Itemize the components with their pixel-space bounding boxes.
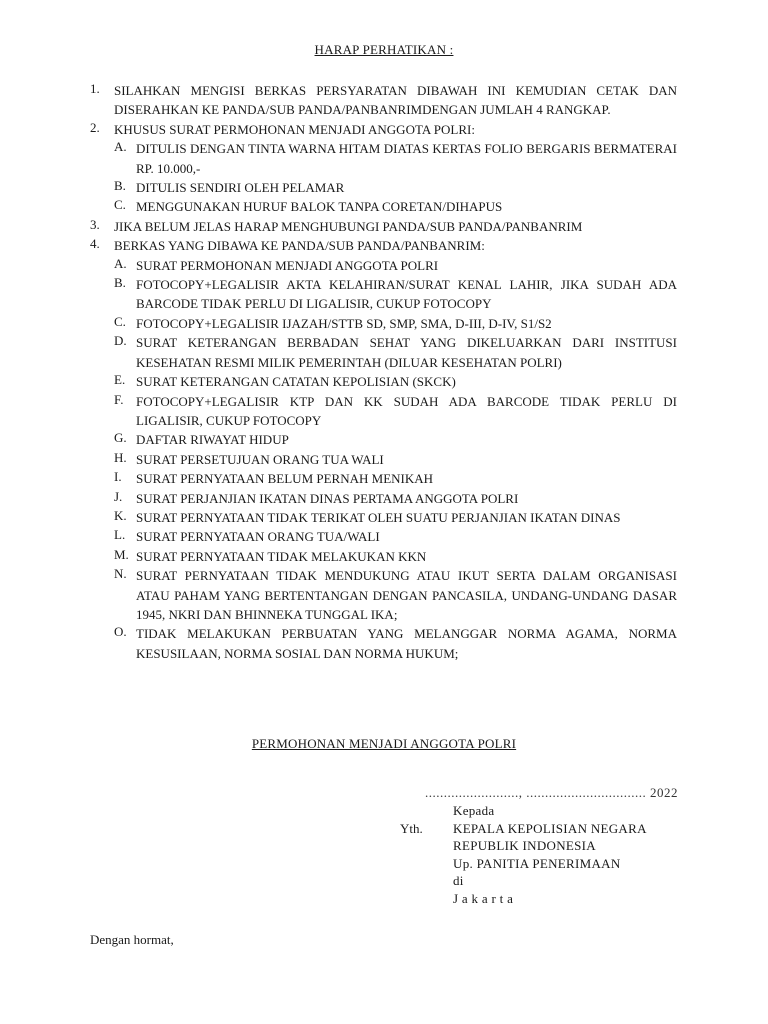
sub-list-letter: C. [114,313,126,329]
sub-list-letter: I. [114,469,122,485]
sub-list-text: DITULIS SENDIRI OLEH PELAMAR [136,180,345,196]
sub-list-item [114,333,677,372]
list-text: BERKAS YANG DIBAWA KE PANDA/SUB PANDA/PANBANRIM: [114,238,485,254]
list-number: 3. [90,216,100,232]
sub-list-item [114,275,677,314]
sub-list-letter: L. [114,527,126,543]
list-text: SILAHKAN MENGISI BERKAS PERSYARATAN DIBAWAH INI KEMUDIAN CETAK DAN DISERAHKAN KE PANDA/SUB PANDA/PANBANRIMDENGAN JUMLAH 4 RANGKAP. [114,83,677,118]
sub-list-letter: N. [114,566,127,582]
sub-list-item [114,508,677,527]
sub-list-letter: K. [114,507,127,523]
recipient-line: REPUBLIK INDONESIA [453,838,596,853]
sub-list-text: DAFTAR RIWAYAT HIDUP [136,432,289,448]
sub-list-text: SURAT PERNYATAAN ORANG TUA/WALI [136,529,380,545]
letter-date-block [406,785,678,801]
recipient-city: J a k a r t a [453,890,514,906]
sub-list-letter: D. [114,333,127,349]
list-text: KHUSUS SURAT PERMOHONAN MENJADI ANGGOTA POLRI: [114,121,475,137]
sub-list-letter: O. [114,624,127,640]
yth-label: Yth. [400,820,423,836]
recipient-line: Up. PANITIA PENERIMAAN [453,855,621,871]
salutation: Dengan hormat, [90,932,174,947]
sub-list-text: SURAT KETERANGAN BERBADAN SEHAT YANG DIKELUARKAN DARI INSTITUSI KESEHATAN RESMI MILIK PEMERINTAH (DILUAR KESEHATAN POLRI) [136,335,677,370]
sub-list-letter: F. [114,391,124,407]
list-item [90,236,677,663]
sub-list-letter: M. [114,546,129,562]
address-label-empty [400,872,453,890]
sub-list-item [114,314,677,333]
recipient-line: KEPALA KEPOLISIAN NEGARA [453,820,647,836]
sub-list-text: MENGGUNAKAN HURUF BALOK TANPA CORETAN/DIHAPUS [136,199,503,215]
list-item [90,81,677,120]
sub-list-item [114,178,677,197]
sub-list-item [114,489,677,508]
address-label-empty [400,890,453,908]
sub-list-letter: E. [114,372,126,388]
recipient-address [400,802,647,907]
sub-list-text: SURAT PERJANJIAN IKATAN DINAS PERTAMA ANGGOTA POLRI [136,490,519,506]
sub-list-item [114,430,677,449]
form-heading: PERMOHONAN MENJADI ANGGOTA POLRI [251,736,517,751]
sub-list-item [114,469,677,488]
sub-list-item [114,256,677,275]
list-item [90,120,677,217]
sub-list-text: SURAT PERNYATAAN TIDAK TERIKAT OLEH SUATU PERJANJIAN IKATAN DINAS [136,509,621,525]
list-number: 4. [90,236,100,252]
list-text: JIKA BELUM JELAS HARAP MENGHUBUNGI PANDA/SUB PANDA/PANBANRIM [114,218,583,234]
sub-list-letter: B. [114,275,126,291]
list-number: 1. [90,81,100,96]
list-item [90,217,677,236]
sub-list-letter: A. [114,255,127,271]
sub-list-item [114,450,677,469]
address-row-yth [400,820,647,838]
sub-list-letter: G. [114,430,127,446]
requirements-list [90,81,677,663]
sub-list-letter: B. [114,178,126,194]
sub-list-item [114,566,677,624]
sub-list-item [114,139,677,178]
address-label-empty [400,802,453,820]
sub-list-text: SURAT PERNYATAAN BELUM PERNAH MENIKAH [136,471,434,487]
address-row [400,890,647,908]
kepada-text: Kepada [453,803,495,818]
sub-list-text: FOTOCOPY+LEGALISIR IJAZAH/STTB SD, SMP, SMA, D-III, D-IV, S1/S2 [136,315,552,331]
sub-list-letter: H. [114,449,127,465]
date-line: ........................., ................................ 2022 [425,785,678,800]
sub-list-text: DITULIS DENGAN TINTA WARNA HITAM DIATAS KERTAS FOLIO BERGARIS BERMATERAI RP. 10.000,- [136,141,677,176]
notice-heading: HARAP PERHATIKAN : [314,42,454,57]
address-row [400,837,647,855]
sub-list-text: FOTOCOPY+LEGALISIR AKTA KELAHIRAN/SURAT KENAL LAHIR, JIKA SUDAH ADA BARCODE TIDAK PERLU DI LIGALISIR, CUKUP FOTOCOPY [136,277,677,312]
address-row [400,872,647,890]
sub-list-text: SURAT PERMOHONAN MENJADI ANGGOTA POLRI [136,257,439,273]
list-number: 2. [90,119,100,135]
sub-list-item [114,197,677,216]
sub-list-item [114,527,677,546]
sub-list-letter: A. [114,139,127,155]
sub-list-text: SURAT PERNYATAAN TIDAK MELAKUKAN KKN [136,548,427,564]
sub-list-item [114,392,677,431]
sub-list-letter: C. [114,197,126,213]
address-row-kepada [400,802,647,820]
recipient-line: di [453,873,464,888]
sub-list-text: TIDAK MELAKUKAN PERBUATAN YANG MELANGGAR NORMA AGAMA, NORMA KESUSILAAN, NORMA SOSIAL DAN NORMA HUKUM; [136,626,677,661]
sub-list-item [114,547,677,566]
address-row [400,855,647,873]
address-label-empty [400,837,453,855]
address-label-empty [400,855,453,873]
sub-list-text: SURAT KETERANGAN CATATAN KEPOLISIAN (SKCK) [136,374,456,390]
sub-list-text: FOTOCOPY+LEGALISIR KTP DAN KK SUDAH ADA BARCODE TIDAK PERLU DI LIGALISIR, CUKUP FOTOCOPY [136,393,677,428]
sub-list-letter: J. [114,488,123,504]
sub-list-item [114,624,677,663]
sub-list-text: SURAT PERSETUJUAN ORANG TUA WALI [136,451,384,467]
sub-list-text: SURAT PERNYATAAN TIDAK MENDUKUNG ATAU IKUT SERTA DALAM ORGANISASI ATAU PAHAM YANG BERTENTANGAN DENGAN PANCASILA, UNDANG-UNDANG DASAR 1945, NKRI DAN BHINNEKA TUNGGAL IKA; [136,568,677,622]
sub-list-item [114,372,677,391]
